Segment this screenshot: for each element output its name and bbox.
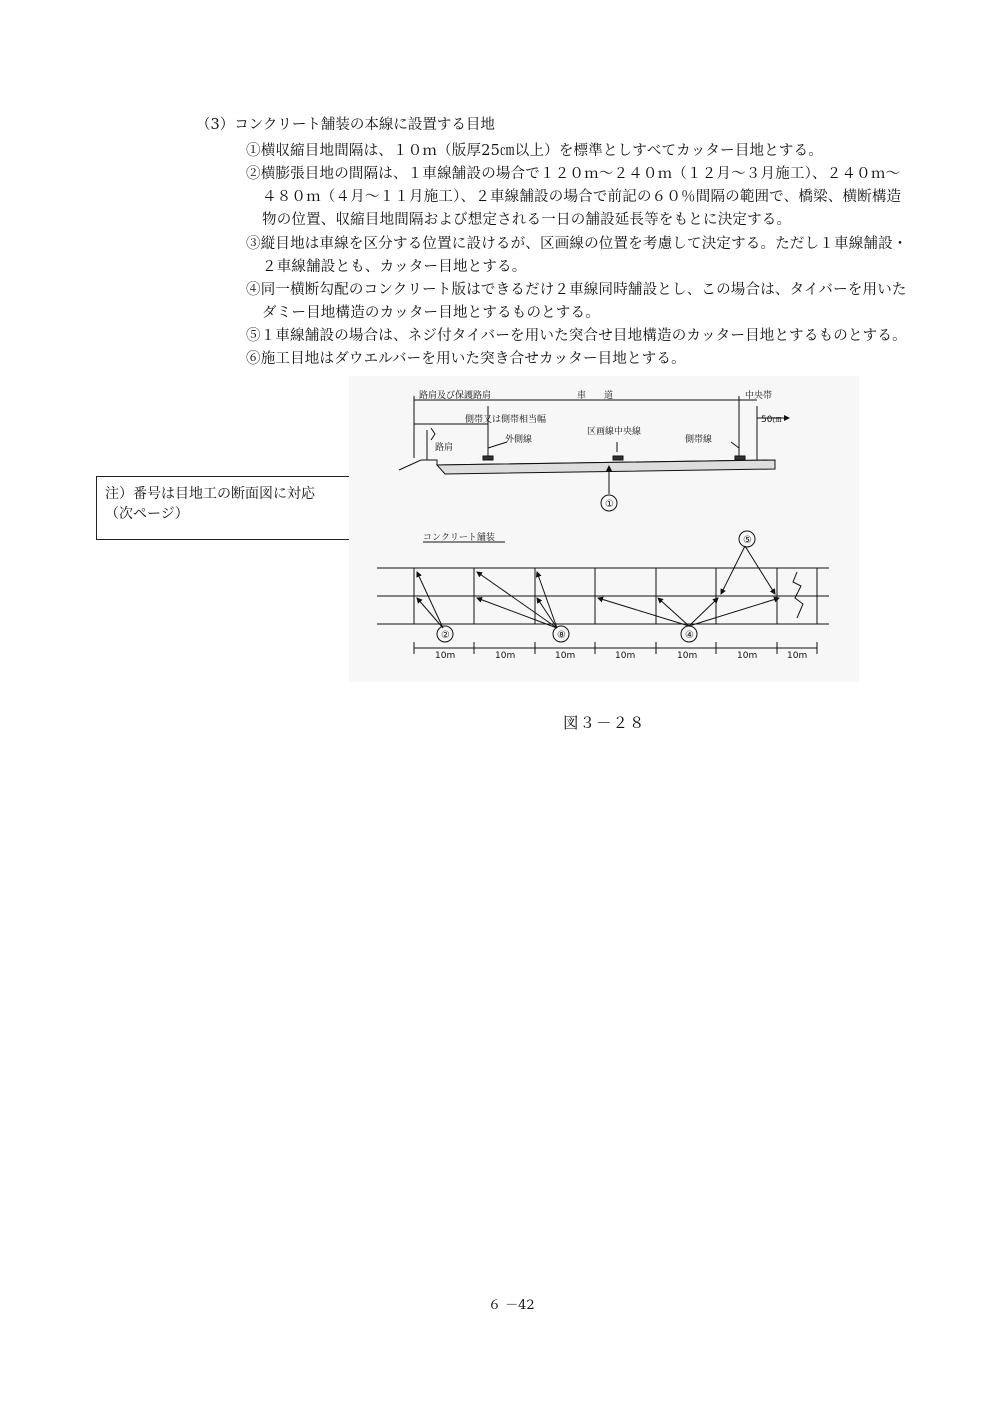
item-4-line-2: ダミー目地構造のカッター目地とするものとする。 — [262, 305, 600, 321]
note-line-1: 注）番号は目地工の断面図に対応 — [105, 486, 315, 502]
label-outer-line: 外側線 — [505, 435, 533, 445]
label-median: 中央帯 — [745, 391, 773, 401]
label-carriageway: 車 道 — [577, 391, 614, 401]
label-side-strip-line: 側帯線 — [685, 435, 713, 445]
marker-4: ④ — [685, 630, 694, 641]
side-strip-line-mark — [735, 456, 745, 460]
dimension-4: 10m — [615, 651, 636, 661]
label-shoulder: 路肩及び保護路肩 — [419, 391, 492, 401]
section-heading: （3）コンクリート舗装の本線に設置する目地 — [196, 117, 495, 133]
item-6-line-1: ⑥施工目地はダウエルバーを用いた突き合せカッター目地とする。 — [246, 351, 686, 367]
item-1-line-1: ①横収縮目地間隔は、１０ｍ（版厚25㎝以上）を標準としすべてカッター目地とする。 — [246, 143, 824, 159]
dimension-2: 10m — [495, 651, 516, 661]
figure-caption: 図３－２８ — [563, 714, 646, 732]
page-number: ６ －42 — [488, 1298, 535, 1313]
joint-layout-figure — [349, 376, 859, 682]
item-2-line-2: ４８０ｍ（４月～１１月施工）、２車線舗設の場合で前記の６０％間隔の範囲で、橋梁、横断構造 — [262, 189, 902, 205]
cross-section — [399, 396, 789, 511]
marker-2: ② — [441, 630, 450, 641]
label-side-strip-width: 側帯又は側帯相当幅 — [465, 415, 547, 425]
item-2-line-1: ②横膨張目地の間隔は、１車線舗設の場合で１２０ｍ～２４０ｍ（１２月～３月施工）、２４０ｍ～ — [246, 166, 901, 182]
marker-8: ⑧ — [557, 630, 566, 641]
label-concrete-pavement: コンクリート舗装 — [423, 533, 495, 543]
dimension-7: 10m — [787, 651, 808, 661]
item-5-line-1: ⑤１車線舗設の場合は、ネジ付タイバーを用いた突合せ目地構造のカッター目地とするものとする。 — [246, 328, 907, 344]
dimension-5: 10m — [677, 651, 698, 661]
item-4-line-1: ④同一横断勾配のコンクリート版はできるだけ２車線同時舗設とし、この場合は、タイバーを用いた — [246, 282, 907, 298]
item-3-line-1: ③縦目地は車線を区分する位置に設けるが、区画線の位置を考慮して決定する。ただし１車線舗設・ — [246, 236, 908, 252]
joint-layout-drawing — [349, 376, 859, 682]
marker-1: ① — [605, 499, 614, 510]
label-center-line: 区画線中央線 — [587, 427, 642, 437]
label-road-shoulder: 路肩 — [435, 443, 454, 453]
label-50cm: 50㎝ — [761, 415, 782, 425]
dimension-1: 10m — [435, 651, 456, 661]
dimension-6: 10m — [737, 651, 758, 661]
pavement-slab — [437, 460, 775, 474]
note-box — [96, 476, 350, 540]
center-line-mark — [613, 456, 623, 460]
item-2-line-3: 物の位置、収縮目地間隔および想定される一日の舗設延長等をもとに決定する。 — [262, 212, 792, 228]
item-3-line-2: ２車線舗設とも、カッター目地とする。 — [262, 259, 527, 275]
marker-5: ⑤ — [743, 535, 752, 546]
outer-line-mark — [483, 456, 493, 460]
dimension-3: 10m — [555, 651, 576, 661]
note-line-2: （次ページ） — [105, 506, 189, 522]
